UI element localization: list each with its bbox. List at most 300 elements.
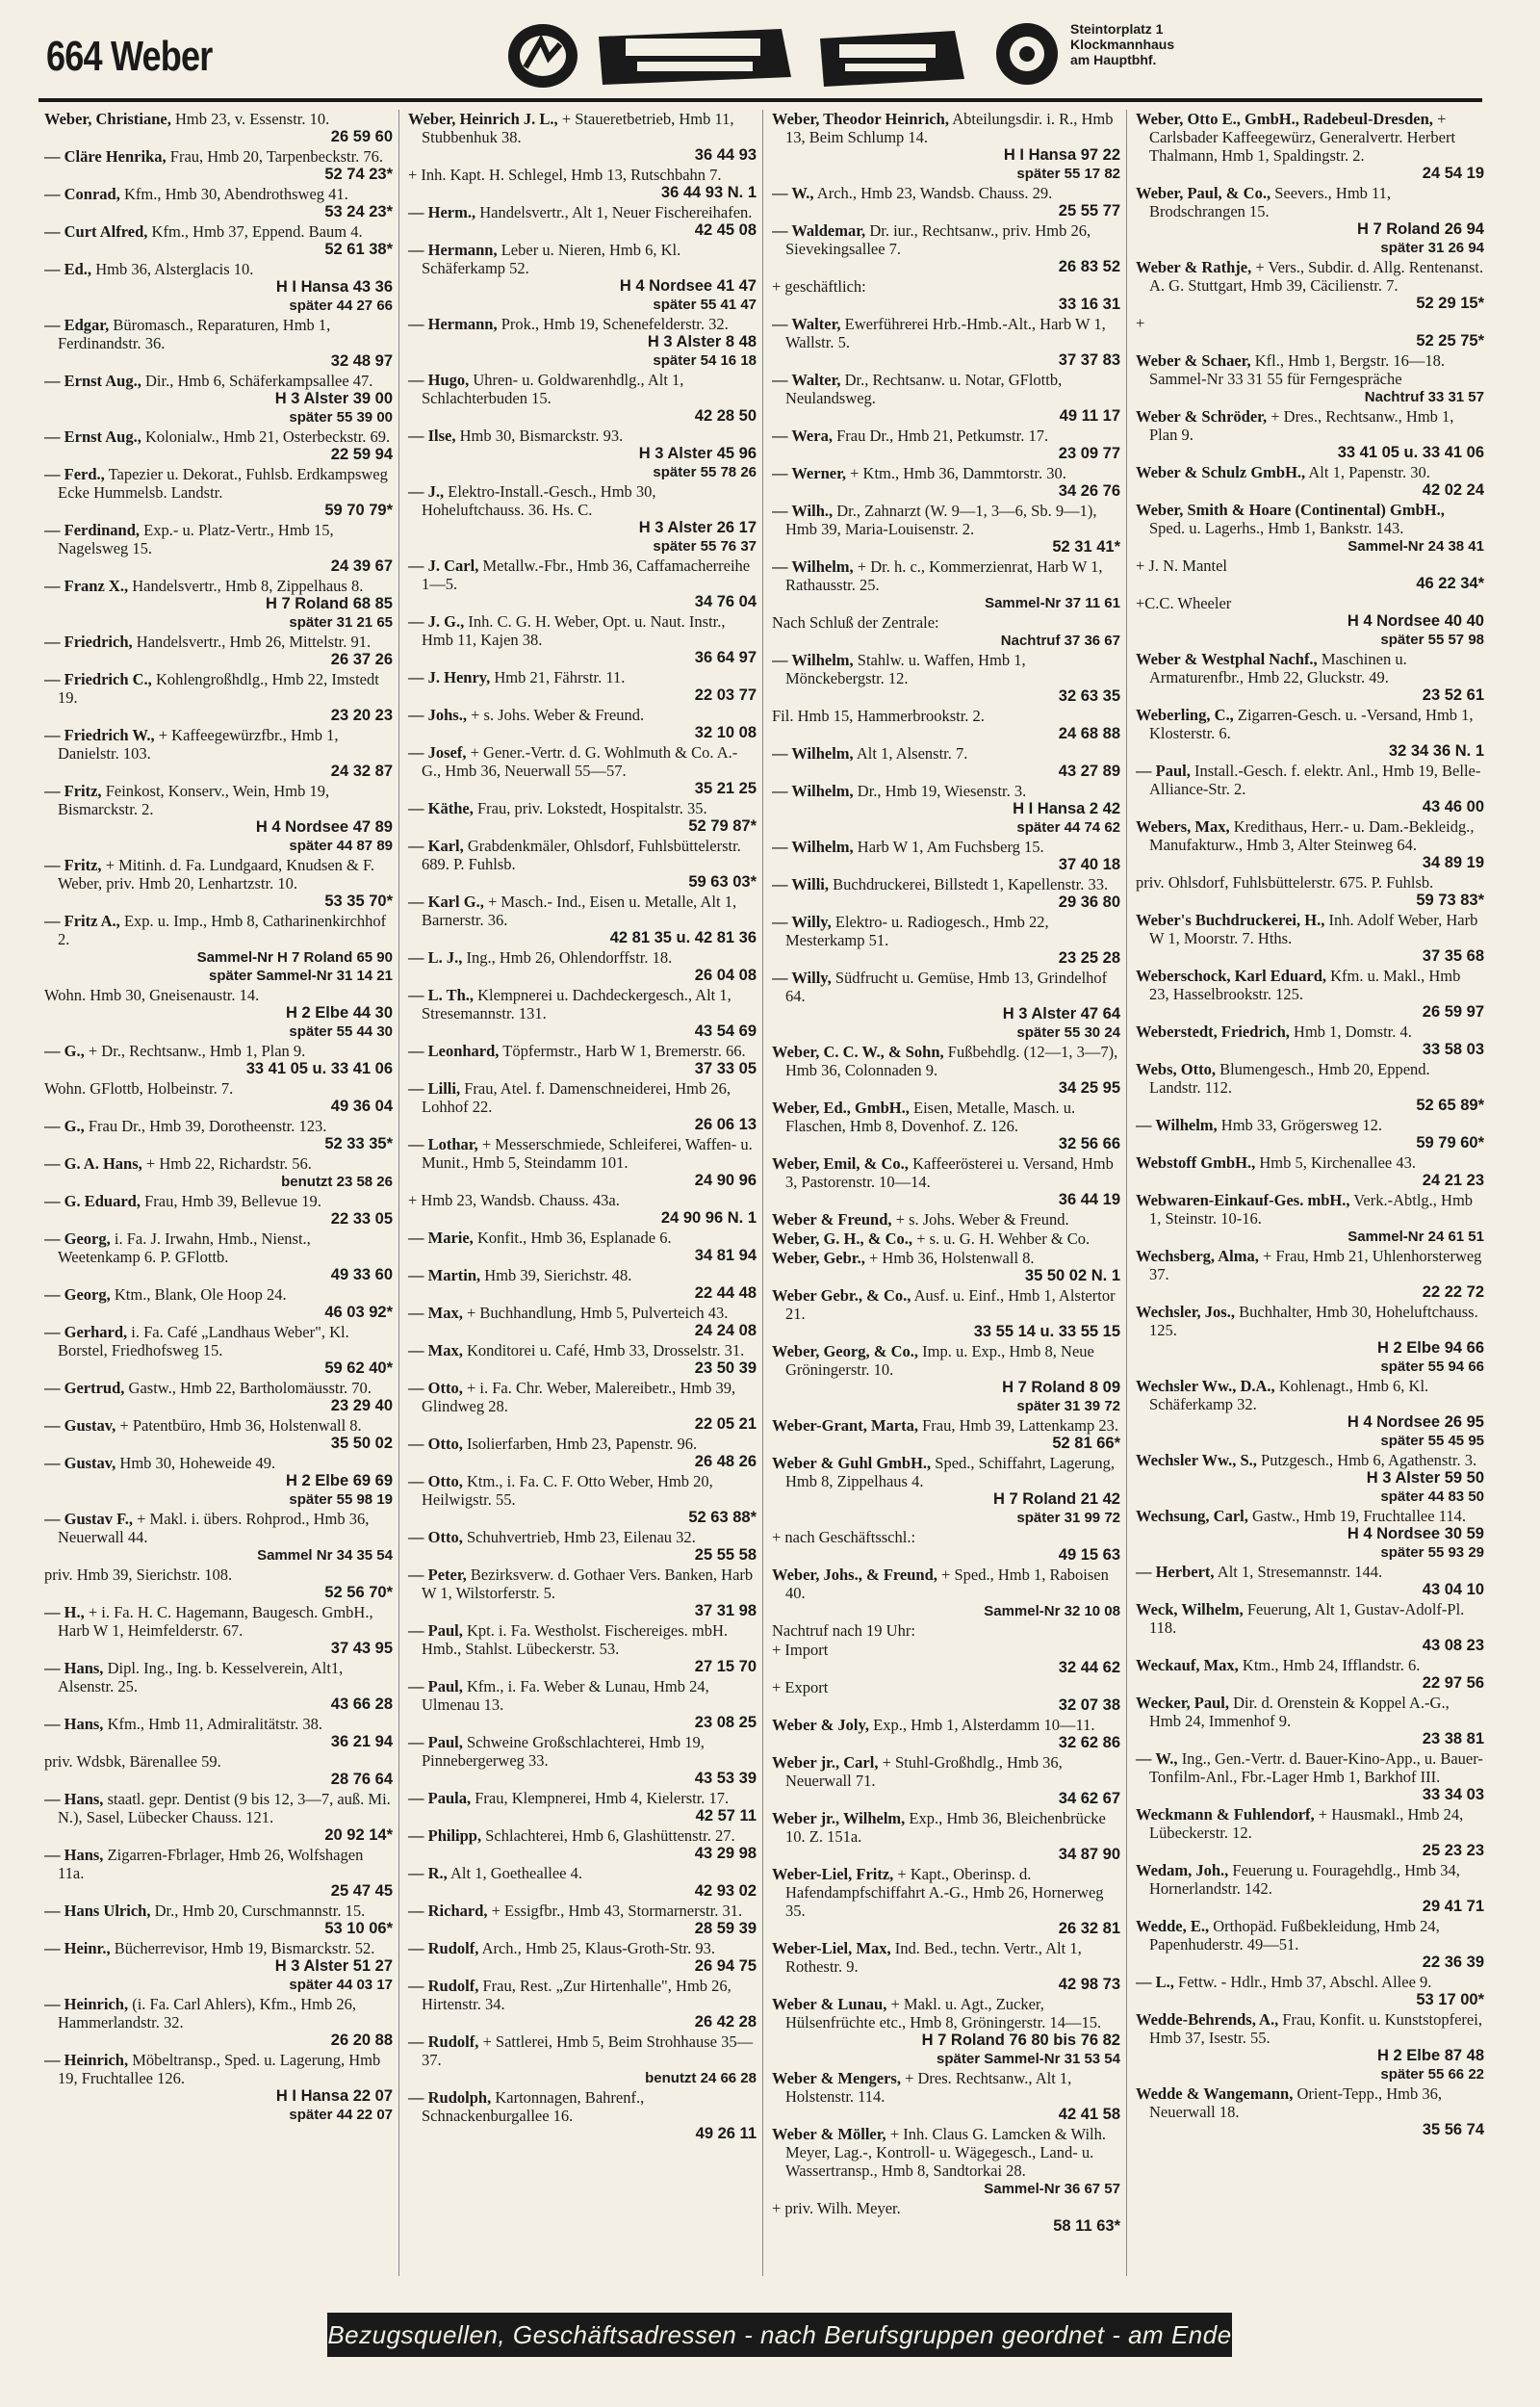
directory-entry <box>408 482 757 556</box>
entry-name: Weber, Georg, & Co., <box>772 1342 918 1360</box>
entry-name: Weber, Johs., & Freund, <box>772 1566 937 1584</box>
directory-column-4 <box>1136 110 1484 2286</box>
entry-phone: 29 36 80 <box>1058 893 1120 911</box>
entry-name: — Max, <box>408 1341 463 1359</box>
directory-entry <box>408 1191 757 1228</box>
entry-details: Inh. Adolf Weber, Harb W 1, Moorstr. 7. Hths. <box>1149 911 1478 947</box>
directory-entry <box>44 1603 393 1658</box>
wheel-icon <box>996 23 1058 85</box>
directory-entry <box>44 1192 393 1229</box>
directory-entry <box>1136 1451 1484 1506</box>
entry-details: + Mitinh. d. Fa. Lundgaard, Knudsen & F. Weber, priv. Hmb 20, Lenhartzstr. 10. <box>58 856 374 893</box>
entry-details: Kfm., i. Fa. Weber & Lunau, Hmb 24, Ulmenau 13. <box>422 1677 709 1714</box>
entry-phone: 34 76 04 <box>694 593 757 610</box>
entry-name: Weber, Gebr., <box>772 1249 865 1267</box>
entry-details: Dr., Rechtsanw. u. Notar, GFlottb, Neulandsweg. <box>785 371 1063 407</box>
directory-entry <box>772 1621 1120 1640</box>
entry-phone: 33 41 05 u. 33 41 06 <box>245 1060 393 1077</box>
entry-name: — Werner, <box>772 464 846 482</box>
entry-phone: später 31 99 72 <box>1016 1510 1120 1526</box>
entry-phone: 22 44 48 <box>694 1284 757 1302</box>
entry-name: Wedam, Joh., <box>1136 1861 1229 1879</box>
directory-entry <box>408 1042 757 1078</box>
directory-entry <box>408 1266 757 1303</box>
entry-phone: 43 27 89 <box>1058 763 1120 780</box>
directory-entry <box>1136 556 1484 593</box>
directory-entry <box>772 1566 1120 1620</box>
directory-column-2 <box>408 110 757 2286</box>
entry-details: Dr., Zahnarzt (W. 9—1, 3—6, Sb. 9—1), Hmb 39, Maria-Louisenstr. 2. <box>785 502 1097 538</box>
entry-name: Webs, Otto, <box>1136 1060 1216 1078</box>
entry-name: — Otto, <box>408 1472 463 1490</box>
entry-phone: 34 26 76 <box>1058 482 1120 500</box>
directory-entry <box>44 1659 393 1714</box>
entry-details: + Dr. h. c., Kommerzienrat, Harb W 1, Rathausstr. 25. <box>785 557 1103 594</box>
entry-details: Hmb 21, Fährstr. 11. <box>494 668 626 686</box>
entry-name: — Johs., <box>408 706 467 724</box>
entry-phone: 37 35 68 <box>1422 947 1484 965</box>
directory-entry <box>408 371 757 426</box>
directory-entry <box>408 1677 757 1732</box>
entry-phone: H 3 Alster 26 17 <box>638 519 757 536</box>
entry-phone: später 44 83 50 <box>1380 1488 1484 1505</box>
directory-entry <box>408 203 757 240</box>
entry-details: + Import <box>772 1641 829 1659</box>
entry-details: Alt 1, Goetheallee 4. <box>450 1864 583 1882</box>
entry-name: — Richard, <box>408 1902 488 1920</box>
entry-details: Schweine Großschlachterei, Hmb 19, Pinnebergerweg 33. <box>422 1733 705 1770</box>
directory-entry <box>44 465 393 520</box>
entry-phone: 26 04 08 <box>694 967 757 984</box>
directory-entry <box>408 1435 757 1471</box>
entry-details: Schuhvertrieb, Hmb 23, Eilenau 32. <box>466 1528 696 1546</box>
entry-name: — Wilhelm, <box>772 782 854 800</box>
entry-name: — Heinr., <box>44 1939 111 1957</box>
entry-details: + Sped., Hmb 1, Raboisen 40. <box>785 1566 1109 1602</box>
directory-entry <box>772 651 1120 706</box>
directory-entry <box>772 1865 1120 1938</box>
entry-name: — Wilhelm, <box>772 744 854 763</box>
entry-name: — Herbert, <box>1136 1563 1215 1581</box>
entry-details: + Masch.- Ind., Eisen u. Metalle, Alt 1, Barnerstr. 36. <box>422 893 737 929</box>
entry-phone: H 4 Nordsee 41 47 <box>619 277 757 295</box>
entry-name: Wechsberg, Alma, <box>1136 1247 1259 1265</box>
entry-phone: 32 62 86 <box>1058 1734 1120 1751</box>
entry-details: Zigarren-Fbrlager, Hmb 26, Wolfshagen 11a. <box>58 1846 364 1882</box>
entry-name: — Ferd., <box>44 465 105 483</box>
directory-entry <box>44 1715 393 1751</box>
directory-entry <box>408 1621 757 1676</box>
directory-entry <box>1136 1060 1484 1115</box>
entry-phone: 59 70 79* <box>324 502 393 519</box>
entry-name: Wecker, Paul, <box>1136 1694 1230 1712</box>
entry-details: Feuerung, Alt 1, Gustav-Adolf-Pl. 118. <box>1149 1600 1465 1637</box>
entry-name: Weber, Smith & Hoare (Continental) GmbH., <box>1136 501 1445 519</box>
entry-details: priv. Hmb 39, Sierichstr. 108. <box>44 1566 233 1584</box>
directory-entry <box>408 837 757 892</box>
entry-details: + nach Geschäftsschl.: <box>772 1528 916 1546</box>
page-number: 664 <box>46 33 102 80</box>
entry-name: — J. G., <box>408 612 465 631</box>
entry-phone: Nachtruf 33 31 57 <box>1364 389 1484 405</box>
entry-name: — Herm., <box>408 203 476 221</box>
entry-phone: 26 37 26 <box>330 651 393 668</box>
entry-details: Elektro-Install.-Gesch., Hmb 30, Hoheluftchauss. 36. Hs. C. <box>422 482 656 519</box>
directory-entry <box>772 1678 1120 1715</box>
entry-details: Ind. Bed., techn. Vertr., Alt 1, Rothestr. 9. <box>785 1939 1082 1976</box>
entry-details: +C.C. Wheeler <box>1136 594 1232 612</box>
entry-details: Exp. u. Imp., Hmb 8, Catharinenkirchhof 2. <box>58 912 387 948</box>
directory-entry <box>1136 650 1484 705</box>
directory-entry <box>408 2032 757 2087</box>
entry-details: Frau, priv. Lokstedt, Hospitalstr. 35. <box>476 799 707 817</box>
entry-name: Wechsung, Carl, <box>1136 1507 1248 1525</box>
entry-name: — Gerhard, <box>44 1323 128 1341</box>
directory-entry <box>44 782 393 855</box>
entry-name: Wedde-Behrends, A., <box>1136 2010 1279 2029</box>
directory-entry <box>772 1099 1120 1153</box>
entry-name: — Wilhelm, <box>1136 1116 1218 1134</box>
entry-phone: H 7 Roland 26 94 <box>1356 220 1484 238</box>
entry-details: Kolonialw., Hmb 21, Osterbeckstr. 69. <box>144 427 391 446</box>
entry-phone: 26 32 81 <box>1058 1920 1120 1937</box>
directory-entry <box>408 110 757 165</box>
directory-entry <box>44 1752 393 1789</box>
directory-entry <box>44 633 393 669</box>
entry-name: — J., <box>408 482 445 501</box>
entry-name: — H., <box>44 1603 85 1621</box>
entry-details: Feuerung u. Fouragehdlg., Hmb 34, Hornerlandstr. 142. <box>1149 1861 1460 1898</box>
entry-phone: 32 48 97 <box>330 352 393 370</box>
entry-details: Gastw., Hmb 19, Fruchtallee 114. <box>1252 1507 1466 1525</box>
entry-phone: 23 29 40 <box>330 1397 393 1414</box>
entry-details: Ktm., Blank, Ole Hoop 24. <box>114 1285 287 1304</box>
entry-details: priv. Wdsbk, Bärenallee 59. <box>44 1752 221 1771</box>
entry-details: Handelsvertr., Alt 1, Neuer Fischereihafen. <box>479 203 753 221</box>
entry-name: Weber & Mengers, <box>772 2069 901 2087</box>
entry-name: — G., <box>44 1042 85 1060</box>
entry-phone: H 3 Alster 59 50 <box>1366 1469 1484 1487</box>
advertisement-icons <box>502 19 1118 92</box>
entry-name: — Curt Alfred, <box>44 222 148 241</box>
entry-phone: 59 73 83* <box>1416 892 1484 909</box>
entry-details: + Buchhandlung, Hmb 5, Pulverteich 43. <box>466 1304 729 1322</box>
directory-column-3 <box>772 110 1120 2286</box>
entry-name: Weberstedt, Friedrich, <box>1136 1022 1290 1041</box>
entry-name: — Peter, <box>408 1566 467 1584</box>
entry-phone: 53 17 00* <box>1416 1991 1484 2008</box>
entry-details: Exp.- u. Platz-Vertr., Hmb 15, Nagelsweg 15. <box>58 521 334 557</box>
directory-entry <box>44 427 393 464</box>
entry-phone: 32 10 08 <box>694 724 757 741</box>
entry-name: Weber Gebr., & Co., <box>772 1286 911 1305</box>
entry-details: + Makl. i. übers. Rohprod., Hmb 36, Neuerwall 44. <box>58 1510 370 1546</box>
entry-phone: 34 89 19 <box>1422 854 1484 871</box>
entry-phone: 59 63 03* <box>688 873 757 891</box>
entry-name: — Hans, <box>44 1790 104 1808</box>
entry-details: priv. Ohlsdorf, Fuhlsbüttelerstr. 675. P. Fuhlsb. <box>1136 873 1434 892</box>
entry-phone: benutzt 24 66 28 <box>645 2070 757 2086</box>
entry-name: — Wilhelm, <box>772 838 854 856</box>
entry-phone: 42 81 35 u. 42 81 36 <box>609 929 757 946</box>
entry-phone: 24 32 87 <box>330 763 393 780</box>
entry-phone: 42 41 58 <box>1058 2106 1120 2123</box>
entry-phone: H 2 Elbe 94 66 <box>1377 1339 1484 1357</box>
entry-phone: H 3 Alster 45 96 <box>638 445 757 462</box>
entry-phone: 42 45 08 <box>694 221 757 239</box>
entry-name: — Ed., <box>44 260 92 278</box>
entry-name: Weber-Liel, Max, <box>772 1939 891 1957</box>
entry-name: — Fritz, <box>44 782 102 800</box>
directory-entry <box>408 1304 757 1340</box>
directory-entry <box>772 1716 1120 1752</box>
entry-details: Elektro- u. Radiogesch., Hmb 22, Mesterkamp 51. <box>785 913 1049 949</box>
directory-entry <box>772 1229 1120 1248</box>
directory-entry <box>1136 501 1484 556</box>
entry-details: Kartonnagen, Bahrenf., Schnackenburgallee 16. <box>422 2088 645 2125</box>
entry-name: — Rudolf, <box>408 2032 479 2051</box>
page-header-title <box>46 33 212 81</box>
entry-phone: H 3 Alster 39 00 <box>274 390 393 407</box>
directory-entry <box>44 670 393 725</box>
directory-entry <box>1136 1022 1484 1059</box>
entry-phone: 52 56 70* <box>324 1584 393 1601</box>
entry-details: Kohlenagt., Hmb 6, Kl. Schäferkamp 32. <box>1149 1377 1429 1413</box>
entry-phone: H I Hansa 43 36 <box>275 278 393 296</box>
directory-column-1 <box>44 110 393 2286</box>
column-divider <box>398 110 399 2276</box>
entry-details: + Dres., Rechtsanw., Hmb 1, Plan 9. <box>1149 407 1454 444</box>
entry-phone: 37 31 98 <box>694 1602 757 1619</box>
directory-entry <box>772 782 1120 837</box>
entry-phone: 36 64 97 <box>694 649 757 666</box>
entry-details: Kaffeerösterei u. Versand, Hmb 3, Pastorenstr. 10—14. <box>785 1154 1114 1191</box>
entry-details: Kfm., Hmb 37, Eppend. Baum 4. <box>151 222 363 241</box>
entry-name: Weber, Heinrich J. L., <box>408 110 558 128</box>
directory-entry <box>44 912 393 985</box>
entry-phone: 23 25 28 <box>1058 949 1120 967</box>
entry-name: Weber & Joly, <box>772 1716 869 1734</box>
entry-phone: 24 68 88 <box>1058 725 1120 742</box>
entry-details: Eisen, Metalle, Masch. u. Flaschen, Hmb 8, Dovenhof. Z. 126. <box>785 1099 1076 1135</box>
entry-details: Ktm., Hmb 24, Ifflandstr. 6. <box>1242 1656 1421 1674</box>
header-address-line: Steintorplatz 1 <box>1070 21 1164 37</box>
entry-name: Webers, Max, <box>1136 817 1230 836</box>
entry-phone: später 44 22 07 <box>289 2107 393 2123</box>
entry-name: Weber, Otto E., GmbH., Radebeul-Dresden, <box>1136 110 1433 128</box>
entry-phone: 52 65 89* <box>1416 1097 1484 1114</box>
directory-entry <box>44 1117 393 1153</box>
directory-entry <box>408 2088 757 2143</box>
entry-name: — J. Carl, <box>408 556 479 575</box>
entry-details: + Stuhl-Großhdlg., Hmb 36, Neuerwall 71. <box>785 1753 1063 1790</box>
entry-details: Handelsvertr., Hmb 26, Mittelstr. 91. <box>136 633 372 651</box>
entry-details: Putzgesch., Hmb 6, Agathenstr. 3. <box>1261 1451 1477 1469</box>
directory-entry <box>772 707 1120 743</box>
entry-details: Frau Dr., Hmb 21, Petkumstr. 17. <box>836 427 1049 445</box>
directory-entry <box>1136 1656 1484 1693</box>
entry-name: Weber, Ed., GmbH., <box>772 1099 910 1117</box>
entry-details: + Ktm., Hmb 36, Dammtorstr. 30. <box>850 464 1066 482</box>
entry-phone: 59 79 60* <box>1416 1134 1484 1152</box>
entry-phone: 22 36 39 <box>1422 1954 1484 1971</box>
entry-details: + Hausmakl., Hmb 24, Lübeckerstr. 12. <box>1149 1805 1464 1842</box>
entry-details: Hmb 36, Alsterglacis 10. <box>95 260 254 278</box>
directory-entry <box>772 613 1120 650</box>
directory-entry <box>408 612 757 667</box>
entry-phone: 22 22 72 <box>1422 1283 1484 1301</box>
entry-phone: 22 59 94 <box>330 446 393 463</box>
logo-badge-icon <box>508 24 578 88</box>
directory-entry <box>408 556 757 611</box>
directory-entry <box>44 577 393 632</box>
directory-entry <box>408 427 757 481</box>
entry-details: Uhren- u. Goldwarenhdlg., Alt 1, Schlachterbuden 15. <box>422 371 684 407</box>
directory-entry <box>44 185 393 221</box>
entry-name: — Otto, <box>408 1379 463 1397</box>
entry-details: Sped., Schiffahrt, Lagerung, Hmb 8, Zippelhaus 4. <box>785 1454 1115 1490</box>
directory-entry <box>408 799 757 836</box>
entry-phone: 42 02 24 <box>1422 481 1484 499</box>
entry-details: Harb W 1, Am Fuchsberg 15. <box>857 838 1044 856</box>
entry-phone: 34 62 67 <box>1058 1790 1120 1807</box>
entry-phone: 24 90 96 N. 1 <box>660 1209 757 1227</box>
entry-phone: Nachtruf 37 36 67 <box>1000 633 1120 649</box>
entry-name: — Josef, <box>408 743 467 762</box>
directory-entry <box>44 521 393 576</box>
directory-entry <box>408 1566 757 1620</box>
entry-phone: 52 63 88* <box>688 1509 757 1526</box>
entry-name: — Gustav, <box>44 1416 116 1435</box>
entry-name: — L. Th., <box>408 986 475 1004</box>
entry-details: Bücherrevisor, Hmb 19, Bismarckstr. 52. <box>114 1939 375 1957</box>
entry-details: + Carlsbader Kaffeegewürz, Generalvertr. Herbert Thalmann, Hmb 1, Spaldingstr. 2. <box>1149 110 1456 165</box>
page-header <box>38 17 1502 80</box>
entry-name: — Willy, <box>772 913 832 931</box>
directory-entry <box>44 1790 393 1845</box>
entry-details: Hmb 30, Bismarckstr. 93. <box>459 427 624 445</box>
directory-entry <box>44 1454 393 1509</box>
entry-details: + Kaffeegewürzfbr., Hmb 1, Danielstr. 103. <box>58 726 339 763</box>
entry-name: — Max, <box>408 1304 463 1322</box>
entry-name: — Ernst Aug., <box>44 427 141 446</box>
entry-details: + Essigfbr., Hmb 43, Stormarnerstr. 31. <box>491 1902 743 1920</box>
entry-phone: 52 81 66* <box>1052 1435 1120 1452</box>
entry-name: — Paul, <box>1136 762 1191 780</box>
entry-details: Grabdenkmäler, Ohlsdorf, Fuhlsbüttelerstr. 689. P. Fuhlsb. <box>422 837 741 873</box>
directory-entry <box>1136 314 1484 350</box>
entry-details: Inh. C. G. H. Weber, Opt. u. Naut. Instr., Hmb 11, Kajen 38. <box>422 612 726 649</box>
directory-entry <box>44 110 393 146</box>
entry-phone: später 55 76 37 <box>653 538 757 555</box>
entry-phone: 37 43 95 <box>330 1640 393 1657</box>
directory-entry <box>1136 594 1484 649</box>
entry-details: Fettw. - Hdlr., Hmb 37, Abschl. Allee 9. <box>1178 1973 1432 1991</box>
column-divider <box>762 110 763 2276</box>
directory-entry <box>1136 706 1484 761</box>
entry-details: Alt 1, Stresemannstr. 144. <box>1217 1563 1383 1581</box>
entry-name: Weber's Buchdruckerei, H., <box>1136 911 1325 929</box>
entry-phone: später 55 44 30 <box>289 1023 393 1040</box>
entry-phone: 43 29 98 <box>694 1845 757 1862</box>
entry-phone: 42 57 11 <box>695 1807 757 1825</box>
entry-name: — Rudolph, <box>408 2088 492 2107</box>
entry-phone: 37 40 18 <box>1058 856 1120 873</box>
directory-entry <box>772 744 1120 781</box>
directory-entry <box>1136 1917 1484 1972</box>
entry-name: — Rudolf, <box>408 1977 479 1995</box>
entry-phone: später 44 03 17 <box>289 1977 393 1993</box>
entry-details: + s. Johs. Weber & Freund. <box>895 1210 1069 1229</box>
cash-register-icon <box>820 31 964 87</box>
entry-details: Sped. u. Lagerhs., Hmb 1, Bankstr. 143. <box>1149 519 1404 537</box>
entry-name: — Cläre Henrika, <box>44 147 167 166</box>
entry-phone: 59 62 40* <box>324 1359 393 1377</box>
directory-entry <box>1136 1303 1484 1376</box>
entry-phone: 32 34 36 N. 1 <box>1388 742 1484 760</box>
entry-details: Konfit., Hmb 36, Esplanade 6. <box>476 1229 672 1247</box>
entry-details: Konditorei u. Café, Hmb 33, Drosselstr. 31. <box>466 1341 745 1359</box>
entry-phone: später 55 98 19 <box>289 1491 393 1508</box>
entry-phone: 43 66 28 <box>330 1695 393 1713</box>
entry-details: Bezirksverw. d. Gothaer Vers. Banken, Harb W 1, Wilstorferstr. 5. <box>422 1566 754 1602</box>
entry-phone: 32 07 38 <box>1058 1696 1120 1714</box>
entry-details: Prok., Hmb 19, Schenefelderstr. 32. <box>500 315 729 333</box>
entry-details: + s. u. G. H. Wehber & Co. <box>916 1229 1091 1248</box>
directory-entry <box>1136 911 1484 966</box>
directory-entry <box>44 1939 393 1994</box>
entry-name: — Otto, <box>408 1435 463 1453</box>
entry-details: Seevers., Hmb 11, Brodschrangen 15. <box>1149 184 1392 220</box>
entry-name: — Conrad, <box>44 185 120 203</box>
entry-name: — Leonhard, <box>408 1042 500 1060</box>
entry-name: Weber, G. H., & Co., <box>772 1229 913 1248</box>
directory-entry <box>44 1285 393 1322</box>
directory-entry <box>772 502 1120 556</box>
entry-phone: 33 55 14 u. 33 55 15 <box>973 1323 1120 1340</box>
directory-entry <box>772 1939 1120 1994</box>
entry-details: Büromasch., Reparaturen, Hmb 1, Ferdinandstr. 36. <box>58 316 331 352</box>
entry-phone: H I Hansa 22 07 <box>275 2087 393 2105</box>
entry-phone: 34 25 95 <box>1058 1079 1120 1097</box>
directory-entry <box>408 1229 757 1265</box>
entry-phone: benutzt 23 58 26 <box>281 1174 393 1190</box>
entry-phone: 49 26 11 <box>695 2125 757 2142</box>
entry-name: — Wilhelm, <box>772 651 854 669</box>
entry-phone: 26 48 26 <box>694 1453 757 1470</box>
entry-name: — Karl, <box>408 837 464 855</box>
entry-phone: 49 33 60 <box>330 1266 393 1283</box>
entry-name: — J. Henry, <box>408 668 491 686</box>
entry-name: — Paul, <box>408 1621 463 1640</box>
directory-entry <box>408 986 757 1041</box>
entry-name: — G. A. Hans, <box>44 1154 142 1173</box>
entry-phone: 23 38 81 <box>1422 1730 1484 1747</box>
entry-details: Isolierfarben, Hmb 23, Papenstr. 96. <box>466 1435 698 1453</box>
entry-name: Wedde, E., <box>1136 1917 1210 1935</box>
entry-name: — Heinrich, <box>44 1995 129 2013</box>
entry-details: Orient-Tepp., Hmb 36, Neuerwall 18. <box>1149 2084 1443 2121</box>
entry-name: Wechsler Ww., S., <box>1136 1451 1257 1469</box>
directory-entry <box>1136 1153 1484 1190</box>
directory-entry <box>44 986 393 1041</box>
directory-entry <box>772 184 1120 220</box>
entry-name: Weber & Möller, <box>772 2125 886 2143</box>
entry-details: + priv. Wilh. Meyer. <box>772 2199 901 2217</box>
entry-name: — Gustav F., <box>44 1510 133 1528</box>
entry-name: Weberschock, Karl Eduard, <box>1136 967 1327 985</box>
entry-details: Hmb 39, Sierichstr. 48. <box>484 1266 632 1284</box>
